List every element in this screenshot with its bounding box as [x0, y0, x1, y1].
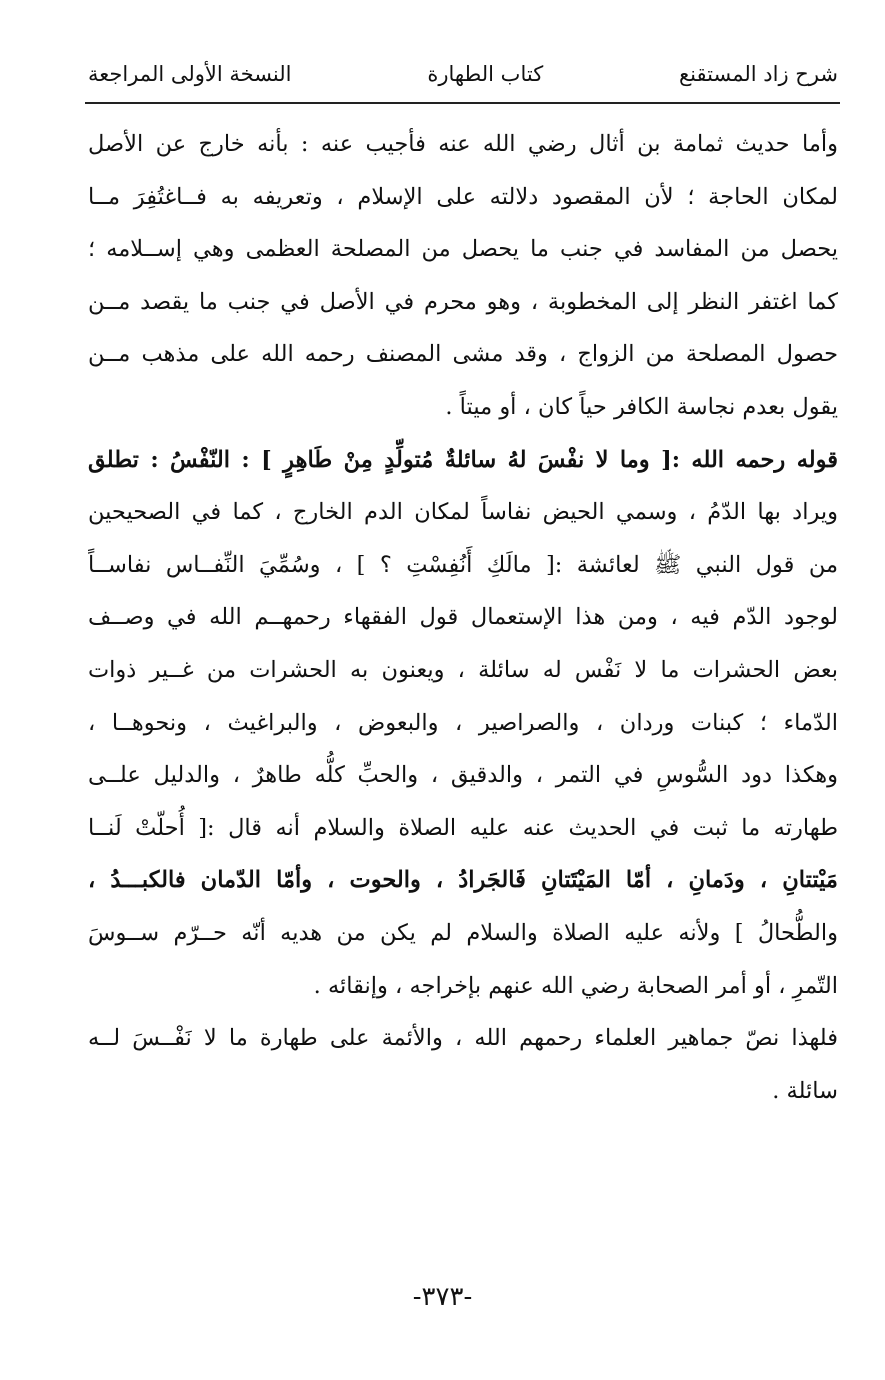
text-line: حصول المصلحة من الزواج ، وقد مشى المصنف رحمه الله على مذهب مــن [88, 341, 838, 368]
page-number: -٣٧٣- [412, 1282, 473, 1312]
text-line: من قول النبي ﷺ لعائشة :[ مالَكِ أَنُفِسْتِ ؟ ] ، وسُمِّيَ النِّفــاس نفاســاً [88, 551, 838, 578]
body-text [88, 118, 838, 1117]
text-line: لمكان الحاجة ؛ لأن المقصود دلالته على الإسلام ، وتعريفه به فــاغتُفِرَ مــا [88, 183, 838, 210]
text-line: وهكذا دود السُّوسِ في التمر ، والدقيق ، والحبِّ كلُّه طاهرٌ ، والدليل علــى [88, 762, 838, 789]
text-line: بعض الحشرات ما لا نَفْس له سائلة ، ويعنون به الحشرات من غــير ذوات [88, 656, 838, 683]
text-line: يقول بعدم نجاسة الكافر حياً كان ، أو ميتاً . [445, 393, 838, 420]
matn-quote-line: قوله رحمه الله :[ وما لا نفْسَ لهُ سائلةٌ مُتولِّدٍ مِنْ طَاهِرٍ ] : النّفْسُ : تطلق [88, 446, 838, 473]
edition-label: النسخة الأولى المراجعة [88, 62, 292, 86]
text-line: كما اغتفر النظر إلى المخطوبة ، وهو محرم في الأصل في جنب ما يقصد مــن [88, 288, 838, 315]
text-line: يحصل من المفاسد في جنب ما يحصل من المصلحة العظمى وهي إســلامه ؛ [88, 236, 838, 263]
running-header [88, 52, 838, 96]
header-divider [85, 102, 840, 104]
hadith-quote-line: مَيْتتانِ ، ودَمانِ ، أمّا المَيْتَتانِ فَالجَرادُ ، والحوت ، وأمّا الدّمان فالكبـــدُ ، [88, 867, 838, 894]
chapter-title: كتاب الطهارة [427, 62, 544, 86]
text-line: سائلة . [772, 1077, 838, 1104]
text-line: وأما حديث ثمامة بن أثال رضي الله عنه فأجيب عنه : بأنه خارج عن الأصل [88, 131, 838, 157]
text-line: لوجود الدّم فيه ، ومن هذا الإستعمال قول الفقهاء رحمهــم الله في وصــف [88, 604, 838, 631]
text-line: الدّماء ؛ كبنات وردان ، والصراصير ، والبعوض ، والبراغيث ، ونحوهــا ، [88, 709, 838, 736]
text-line: التّمرِ ، أو أمر الصحابة رضي الله عنهم بإخراجه ، وإنقائه . [313, 972, 838, 999]
text-line: ويراد بها الدّمُ ، وسمي الحيض نفاساً لمكان الدم الخارج ، كما في الصحيحين [88, 499, 838, 526]
text-line: فلهذا نصّ جماهير العلماء رحمهم الله ، والأئمة على طهارة ما لا نَفْــسَ لــه [88, 1025, 838, 1052]
text-line: والطُّحالُ ] ولأنه عليه الصلاة والسلام لم يكن من هديه أنّه حــرّم ســوسَ [88, 919, 838, 946]
text-line: طهارته ما ثبت في الحديث عنه عليه الصلاة والسلام أنه قال :[ أُحلّتْ لَنــا [88, 814, 838, 841]
book-title: شرح زاد المستقنع [679, 62, 838, 86]
